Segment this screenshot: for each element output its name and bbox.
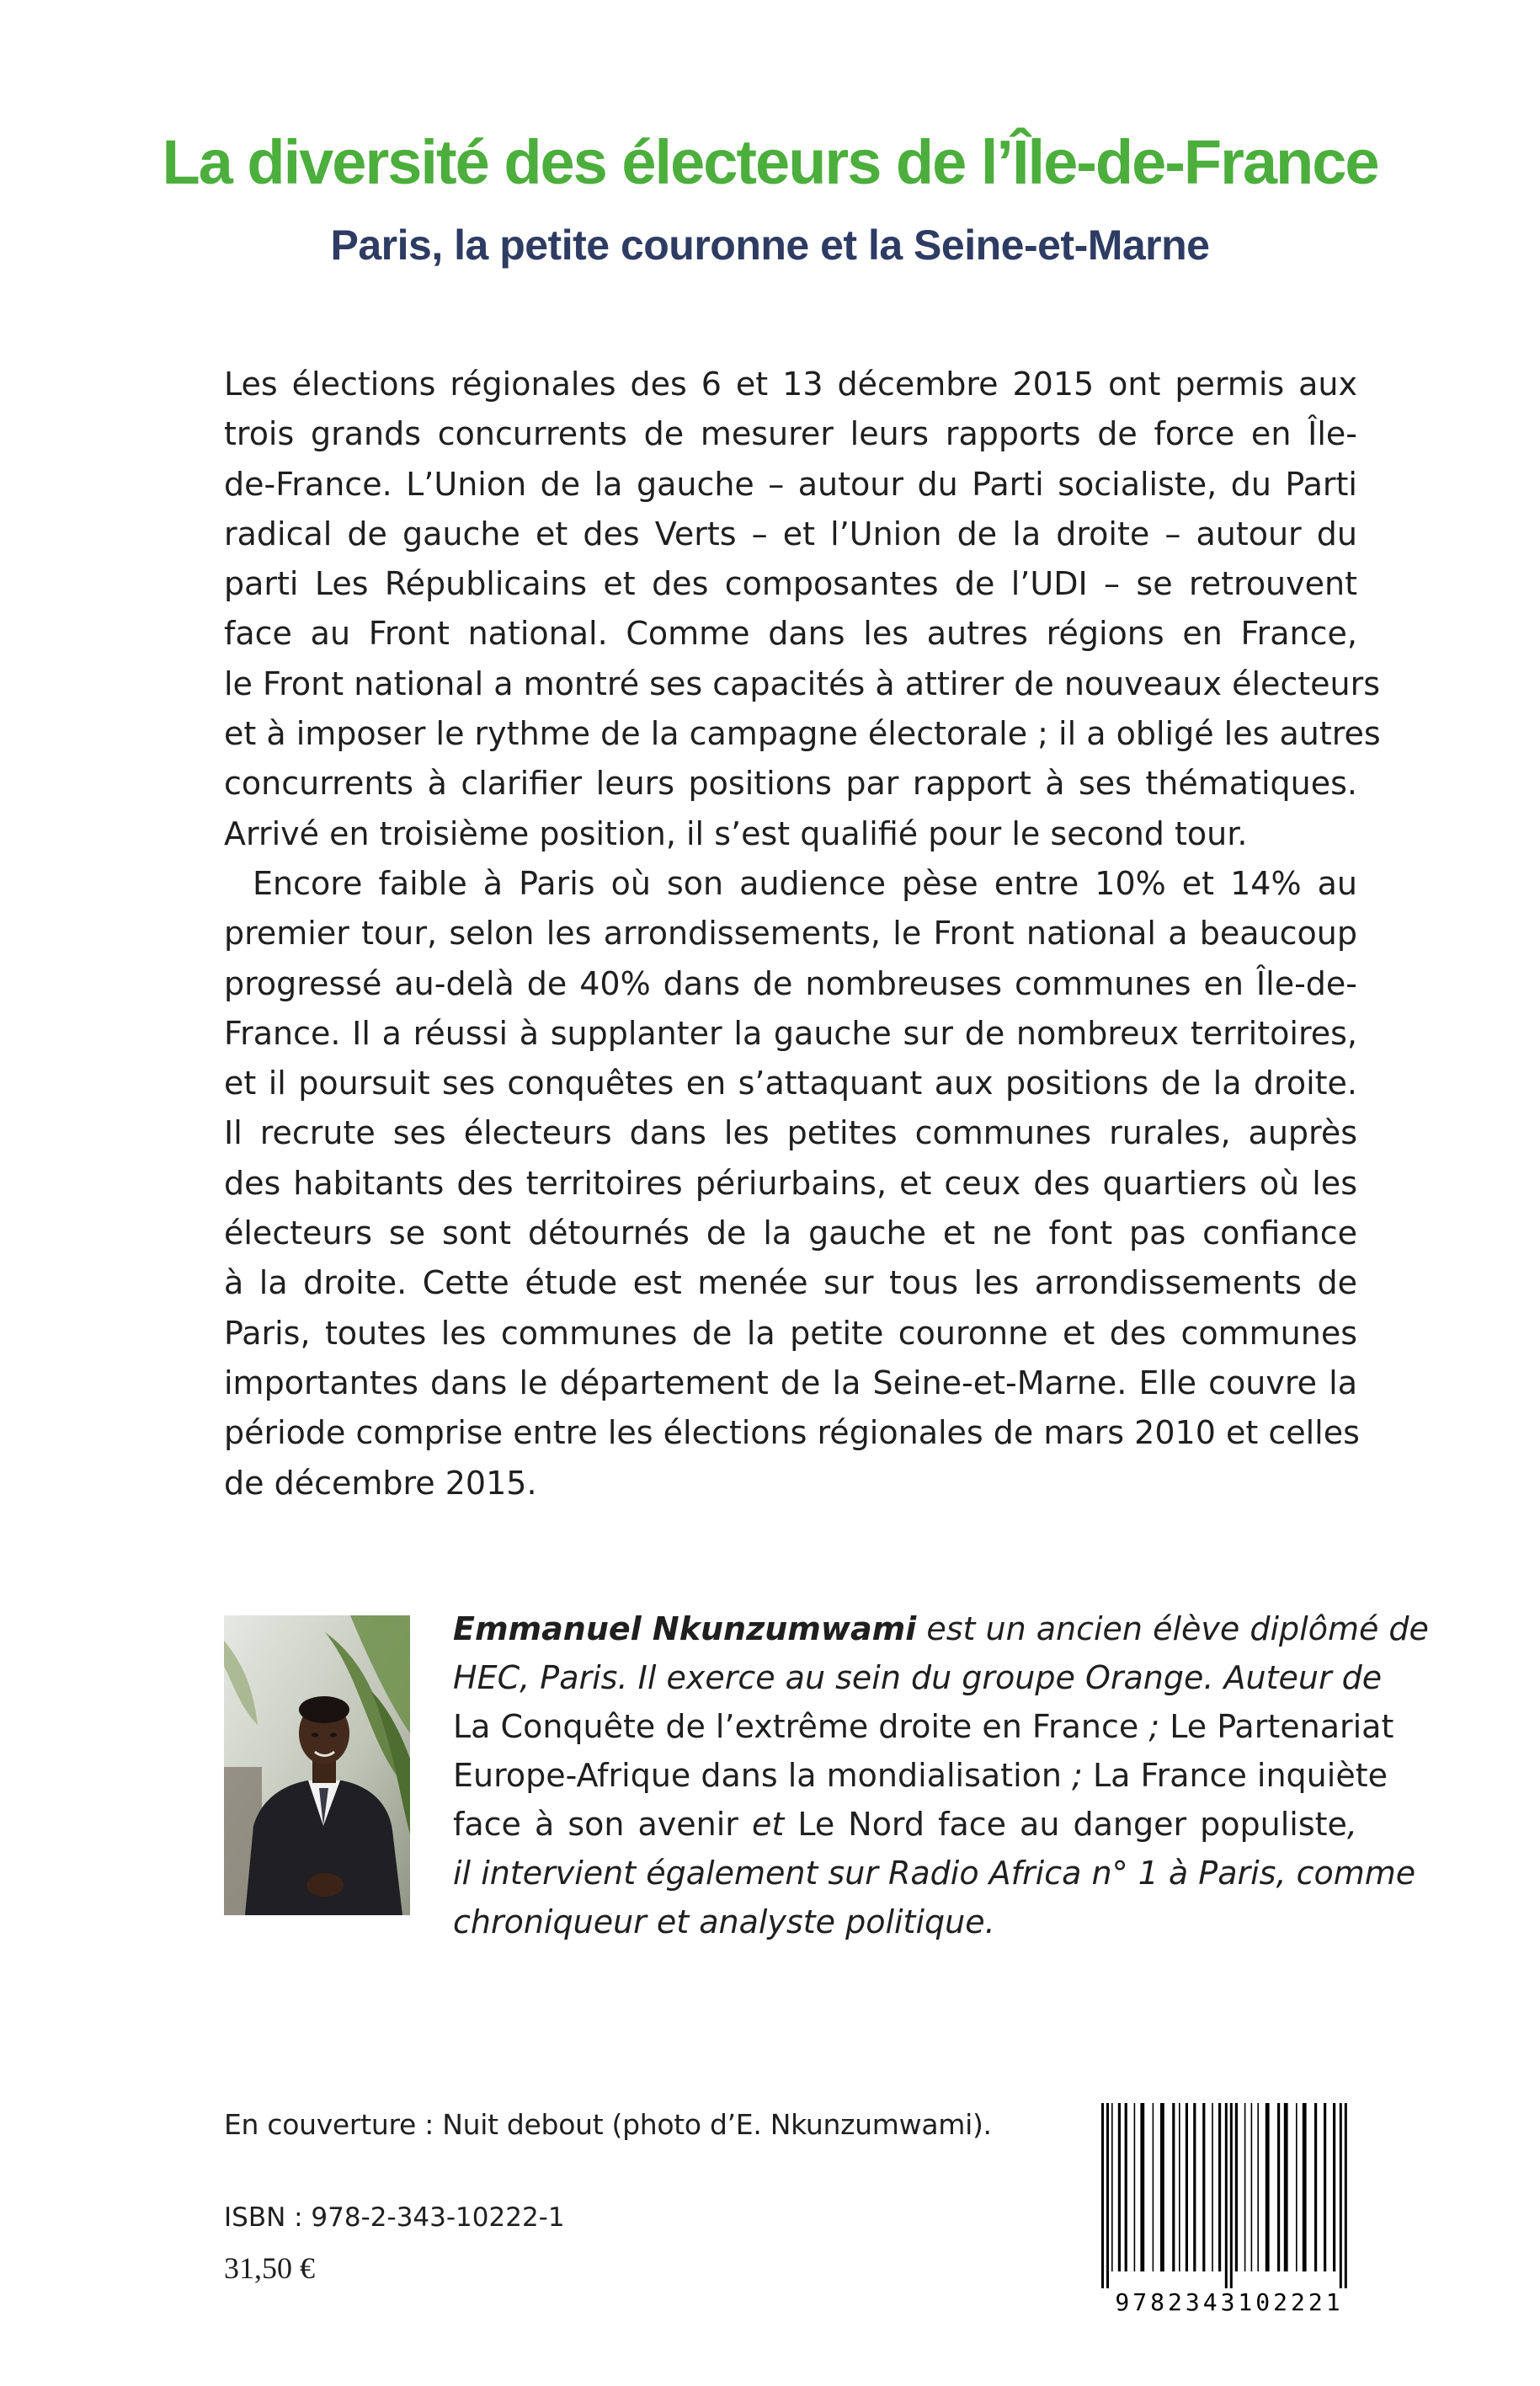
barcode-bar: [1218, 2103, 1221, 2271]
barcode-bar: [1212, 2103, 1213, 2271]
barcode-bar: [1225, 2103, 1228, 2288]
blurb-line: Il recrute ses électeurs dans les petites communes rurales, auprès: [224, 1114, 1357, 1152]
blurb-line: premier tour, selon les arrondissements, le Front national a beaucoup: [224, 915, 1357, 953]
blurb-line: et il poursuit ses conquêtes en s’attaquant aux positions de la droite.: [224, 1065, 1357, 1102]
barcode-bar: [1235, 2103, 1238, 2271]
blurb-line: trois grands concurrents de mesurer leurs rapports de force en Île-: [224, 415, 1357, 453]
blurb-line: progressé au-delà de 40% dans de nombreuses communes en Île-de-: [224, 964, 1357, 1002]
author-bio-text: est un ancien élève diplômé de: [916, 1610, 1429, 1647]
blurb-line: France. Il a réussi à supplanter la gauche sur de nombreux territoires,: [224, 1014, 1357, 1052]
book-title: La diversité des électeurs de l’Île-de-France: [162, 127, 1378, 197]
blurb-line: période comprise entre les élections régionales de mars 2010 et celles: [224, 1414, 1360, 1452]
author-photo: [224, 1615, 410, 1915]
barcode-bar: [1284, 2103, 1288, 2271]
barcode-bar: [1118, 2103, 1121, 2271]
cover-credit: En couverture : Nuit debout (photo d’E. Nkunzumwami).: [224, 2108, 992, 2141]
barcode-bar: [1202, 2103, 1205, 2271]
blurb-line: importantes dans le département de la Seine-et-Marne. Elle couvre la: [224, 1364, 1357, 1401]
barcode-bar: [1140, 2103, 1144, 2271]
author-name: Emmanuel Nkunzumwami: [453, 1610, 917, 1647]
barcode-bar: [1333, 2103, 1335, 2271]
blurb-line: face au Front national. Comme dans les autres régions en France,: [224, 615, 1357, 653]
book-title-2: Le Partenariat: [1170, 1708, 1394, 1745]
barcode-bar: [1101, 2103, 1104, 2288]
barcode-bar: [1266, 2103, 1270, 2271]
barcode-bar: [1230, 2103, 1233, 2288]
blurb-line: Paris, toutes les communes de la petite couronne et des communes: [224, 1314, 1357, 1352]
blurb-line: des habitants des territoires périurbains, et ceux des quartiers où les: [224, 1164, 1357, 1202]
blurb-line: de décembre 2015.: [224, 1464, 537, 1502]
barcode-bar: [1172, 2103, 1175, 2271]
barcode-bar: [1125, 2103, 1127, 2271]
barcode-bar: [1186, 2103, 1188, 2271]
blurb-line: électeurs se sont détournés de la gauche et ne font pas confiance: [224, 1214, 1357, 1252]
comma: ,: [1346, 1806, 1358, 1843]
author-bio-line: [453, 1751, 1388, 1800]
conjunction: et: [738, 1806, 798, 1843]
back-cover-blurb: [224, 360, 1381, 1508]
barcode-bar: [1111, 2103, 1113, 2271]
barcode-bar: [1160, 2103, 1164, 2271]
barcode-bar: [1340, 2103, 1342, 2288]
barcode-bar: [1345, 2103, 1347, 2288]
blurb-line: à la droite. Cette étude est menée sur tous les arrondissements de: [224, 1264, 1357, 1302]
isbn: ISBN : 978-2-343-10222-1: [224, 2202, 565, 2233]
book-title-4: Le Nord face au danger populiste: [797, 1806, 1347, 1843]
barcode-bar: [1314, 2103, 1317, 2271]
author-bio-line: [453, 1800, 1357, 1849]
blurb-line: Encore faible à Paris où son audience pèse entre 10% et 14% au: [253, 864, 1357, 902]
barcode-bar: [1134, 2103, 1136, 2271]
book-title-1: La Conquête de l’extrême droite en France: [453, 1708, 1139, 1745]
barcode-bar: [1106, 2103, 1109, 2288]
book-title-2-cont: Europe-Afrique dans la mondialisation: [453, 1757, 1062, 1794]
barcode-bar: [1251, 2103, 1253, 2271]
blurb-line: le Front national a montré ses capacités à attirer de nouveaux électeurs: [224, 665, 1381, 702]
barcode-bar: [1296, 2103, 1298, 2271]
blurb-line: Les élections régionales des 6 et 13 décembre 2015 ont permis aux: [224, 366, 1357, 403]
blurb-line: parti Les Républicains et des composantes de l’UDI – se retrouvent: [224, 565, 1357, 603]
blurb-line: Arrivé en troisième position, il s’est qualifié pour le second tour.: [224, 814, 1248, 852]
blurb-line: concurrents à clarifier leurs positions par rapport à ses thématiques.: [224, 765, 1357, 803]
blurb-line: radical de gauche et des Verts – et l’Union de la droite – autour du: [224, 515, 1357, 552]
barcode-bar: [1244, 2103, 1246, 2271]
author-bio-line: [453, 1604, 1429, 1653]
barcode-bar: [1303, 2103, 1307, 2271]
barcode-digits: 9782343102221: [1115, 2288, 1344, 2316]
book-title-3: La France inquiète: [1092, 1757, 1388, 1794]
book-subtitle: Paris, la petite couronne et la Seine-et-Marne: [330, 222, 1210, 269]
blurb-line: et à imposer le rythme de la campagne électorale ; il a obligé les autres: [224, 715, 1381, 753]
book-title-3-cont: face à son avenir: [453, 1806, 738, 1843]
barcode-bar: [1257, 2103, 1259, 2271]
price: 31,50 €: [224, 2251, 315, 2285]
barcode-icon: [1095, 2103, 1364, 2288]
barcode-bar: [1277, 2103, 1280, 2271]
separator: ;: [1138, 1708, 1170, 1745]
author-bio-line: [453, 1702, 1394, 1751]
barcode-bar: [1193, 2103, 1196, 2271]
barcode-bar: [1324, 2103, 1326, 2271]
author-bio-line: il intervient également sur Radio Africa n° 1 à Paris, comme: [453, 1855, 1416, 1892]
author-bio-line: HEC, Paris. Il exerce au sein du groupe Orange. Auteur de: [453, 1659, 1383, 1696]
barcode-bar: [1153, 2103, 1154, 2271]
blurb-line: de-France. L’Union de la gauche – autour du Parti socialiste, du Parti: [224, 465, 1357, 503]
barcode-bar: [1179, 2103, 1180, 2271]
separator: ;: [1061, 1757, 1093, 1794]
author-bio-line: chroniqueur et analyste politique.: [453, 1903, 995, 1940]
author-bio: [453, 1604, 1429, 1946]
